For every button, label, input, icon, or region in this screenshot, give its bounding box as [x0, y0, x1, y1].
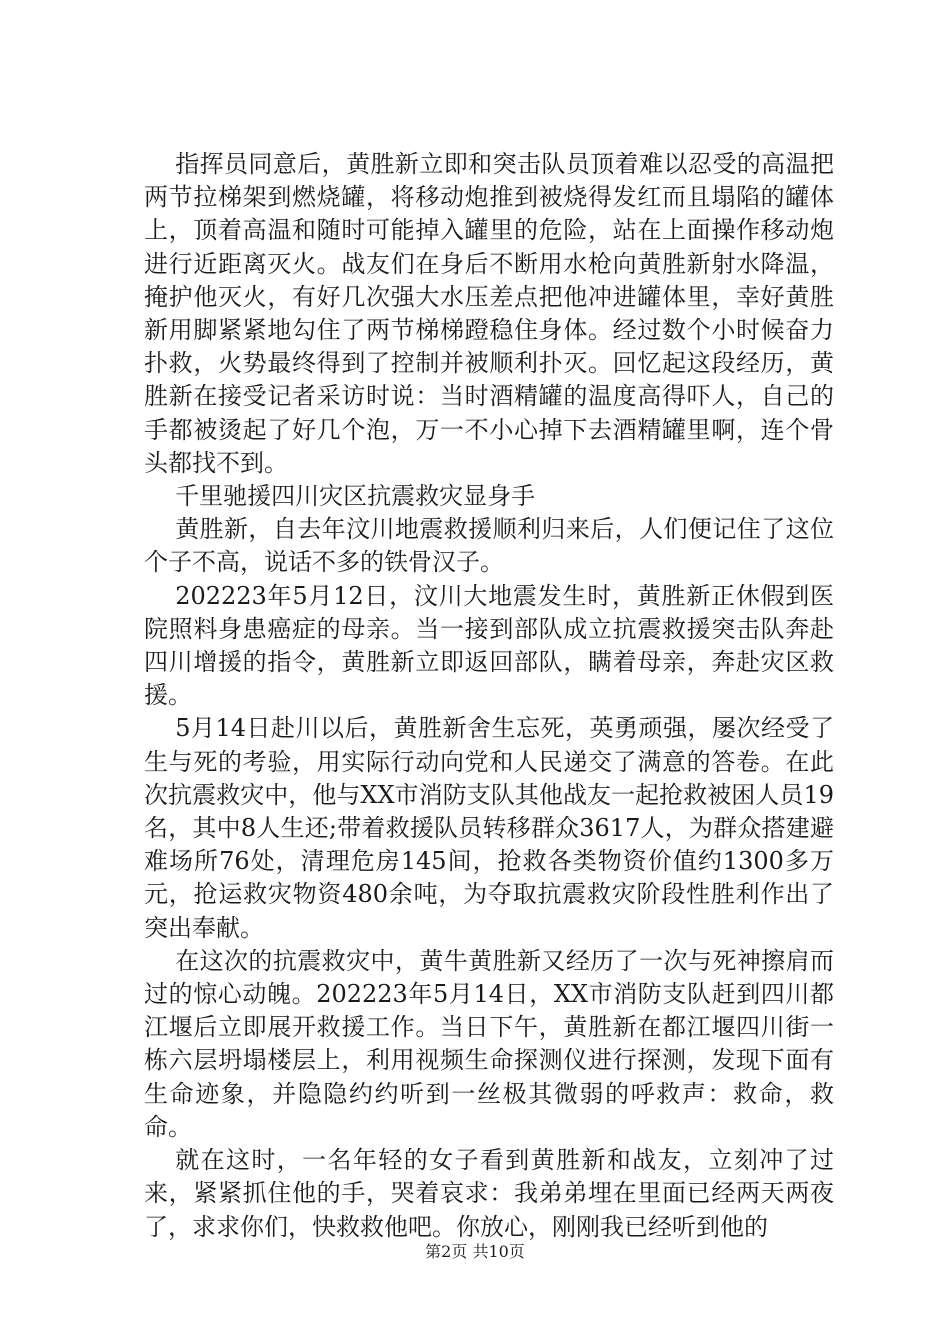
paragraph-firefighting: 指挥员同意后，黄胜新立即和突击队员顶着难以忍受的高温把两节拉梯架到燃烧罐，将移动炮推到被烧得发红而且塌陷的罐体上，顶着高温和随时可能掉入罐里的危险，站在上面操作移动炮进行近距离灭火。战友们在身后不断用水枪向黄胜新射水降温，掩护他灭火，有好几次强大水压差点把他冲进罐体里，幸好黄胜新用脚紧紧地勾住了两节梯梯蹬稳住身体。经过数个小时候奋力扑救，火势最终得到了控制并被顺利扑灭。回忆起这段经历，黄胜新在接受记者采访时说：当时酒精罐的温度高得吓人，自己的手都被烫起了好几个泡，万一不小心掉下去酒精罐里啊，连个骨头都找不到。 — [144, 150, 834, 477]
paragraph-intro: 黄胜新，自去年汶川地震救援顺利归来后，人们便记住了这位个子不高，说话不多的铁骨汉子。 — [144, 515, 834, 577]
page-number-footer: 第2页 共10页 — [425, 1242, 525, 1261]
document-body — [144, 148, 834, 1244]
paragraph-rescue-stats: 5月14日赴川以后，黄胜新舍生忘死，英勇顽强，屡次经受了生与死的考验，用实际行动向党和人民递交了满意的答卷。在此次抗震救灾中，他与XX市消防支队其他战友一起抢救被困人员19名，其中8人生还;带着救援队员转移群众3617人，为群众搭建避难场所76处，清理危房145间，抢救各类物资价值约1300多万元，抢运救灾物资480余吨，为夺取抗震救灾阶段性胜利作出了突出奉献。 — [144, 714, 834, 942]
section-heading: 千里驰援四川灾区抗震救灾显身手 — [175, 482, 536, 511]
paragraph-dujiangyan: 在这次的抗震救灾中，黄牛黄胜新又经历了一次与死神擦肩而过的惊心动魄。202223年5月14日，XX市消防支队赶到四川都江堰后立即展开救援工作。当日下午，黄胜新在都江堰四川街一栋六层坍塌楼层上，利用视频生命探测仪进行探测，发现下面有生命迹象，并隐隐约约听到一丝极其微弱的呼救声：救命，救命。 — [144, 946, 834, 1141]
paragraph-earthquake: 202223年5月12日，汶川大地震发生时，黄胜新正休假到医院照料身患癌症的母亲。当一接到部队成立抗震救援突击队奔赴四川增援的指令，黄胜新立即返回部队，瞒着母亲，奔赴灾区救援。 — [144, 581, 834, 710]
paragraph-young-woman: 就在这时，一名年轻的女子看到黄胜新和战友，立刻冲了过来，紧紧抓住他的手，哭着哀求：我弟弟埋在里面已经两天两夜了，求求你们，快救救他吧。你放心，刚刚我已经听到他的 — [144, 1146, 834, 1241]
